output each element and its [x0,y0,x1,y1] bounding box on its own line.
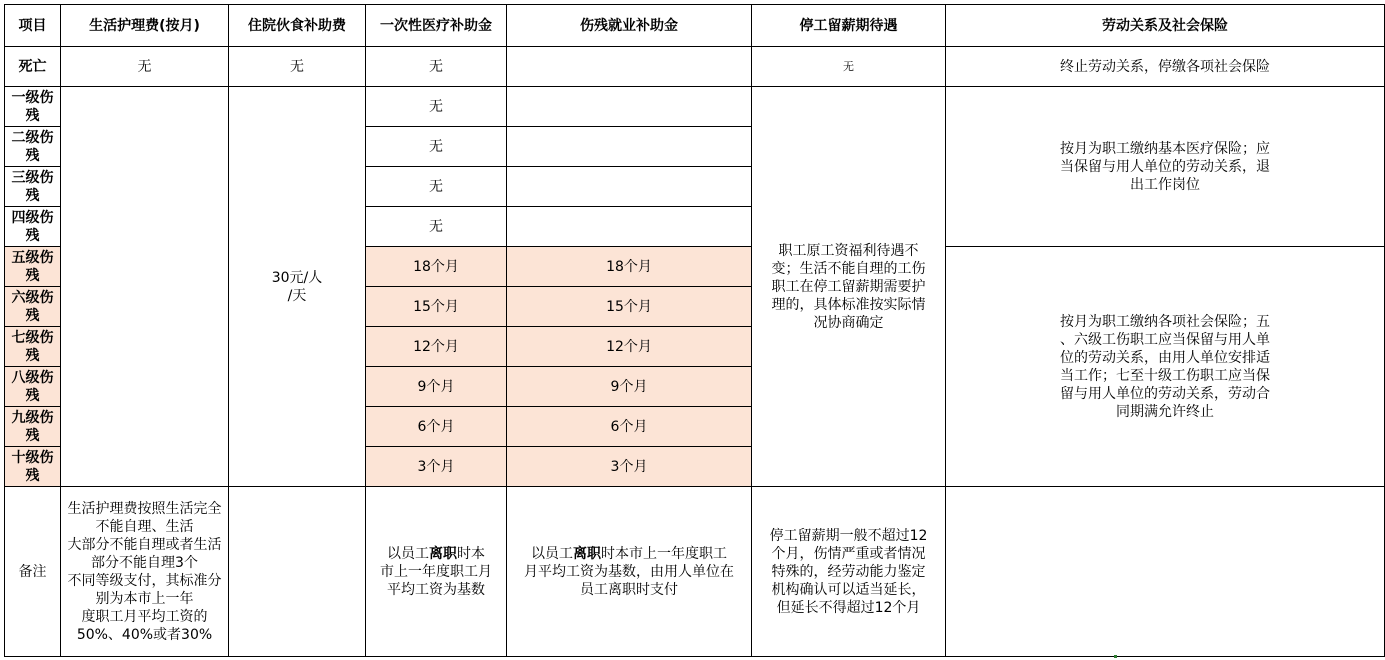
header-wage-suspension: 停工留薪期待遇 [752,5,946,47]
cell-marker [1114,655,1117,658]
header-meal-subsidy: 住院伙食补助费 [229,5,366,47]
level-medical-subsidy: 6个月 [366,407,507,447]
death-meal-subsidy: 无 [229,47,366,87]
level-medical-subsidy: 无 [366,207,507,247]
disability-meal-subsidy: 30元/人 /天 [229,87,366,487]
level-employment-subsidy: 15个月 [507,287,752,327]
notes-employment-post: 时本市上一年度职工 月平均工资为基数，由用人单位在 员工离职时支付 [524,545,734,598]
level-medical-subsidy: 3个月 [366,447,507,487]
level-medical-subsidy: 9个月 [366,367,507,407]
level-medical-subsidy: 无 [366,87,507,127]
death-labor-relation: 终止劳动关系，停缴各项社会保险 [946,47,1385,87]
level-employment-subsidy [507,167,752,207]
level-employment-subsidy [507,127,752,167]
header-labor-relation: 劳动关系及社会保险 [946,5,1385,47]
level-employment-subsidy: 9个月 [507,367,752,407]
death-wage-suspension: 无 [752,47,946,87]
header-care-fee: 生活护理费(按月) [61,5,229,47]
level-medical-subsidy: 18个月 [366,247,507,287]
disability-wage-suspension: 职工原工资福利待遇不 变；生活不能自理的工伤 职工在停工留薪期需要护 理的，具体标准按实际情 况协商确定 [752,87,946,487]
notes-medical-pre: 以员工 [387,545,429,562]
level-employment-subsidy: 12个月 [507,327,752,367]
level-label: 一级伤残 [5,87,61,127]
level-label: 八级伤残 [5,367,61,407]
level-employment-subsidy: 3个月 [507,447,752,487]
notes-label: 备注 [5,487,61,657]
compensation-table [4,4,1385,657]
labor-relation-levels-5-10: 按月为职工缴纳各项社会保险；五 、六级工伤职工应当保留与用人单 位的劳动关系，由用人单位安排适 当工作；七至十级工伤职工应当保 留与用人单位的劳动关系，劳动合 同期满允许终止 [946,247,1385,487]
notes-care-fee: 生活护理费按照生活完全不能自理、生活 大部分不能自理或者生活部分不能自理3个 不同等级支付，其标准分别为本市上一年 度职工月平均工资的50%、40%或者30% [61,487,229,657]
level-label: 四级伤残 [5,207,61,247]
notes-labor-relation [946,487,1385,657]
death-care-fee: 无 [61,47,229,87]
disability-row [5,87,1385,127]
death-row [5,47,1385,87]
level-employment-subsidy: 18个月 [507,247,752,287]
level-label: 十级伤残 [5,447,61,487]
notes-medical-bold: 离职 [429,545,457,562]
header-row [5,5,1385,47]
notes-medical-subsidy [366,487,507,657]
level-medical-subsidy: 15个月 [366,287,507,327]
notes-row [5,487,1385,657]
level-employment-subsidy [507,87,752,127]
level-label: 二级伤残 [5,127,61,167]
level-medical-subsidy: 12个月 [366,327,507,367]
notes-wage-suspension: 停工留薪期一般不超过12 个月，伤情严重或者情况 特殊的，经劳动能力鉴定 机构确认可以适当延长， 但延长不得超过12个月 [752,487,946,657]
level-label: 三级伤残 [5,167,61,207]
level-medical-subsidy: 无 [366,127,507,167]
notes-meal-subsidy [229,487,366,657]
notes-employment-bold: 离职 [573,545,601,562]
death-label: 死亡 [5,47,61,87]
level-label: 七级伤残 [5,327,61,367]
disability-care-fee [61,87,229,487]
level-employment-subsidy [507,207,752,247]
level-medical-subsidy: 无 [366,167,507,207]
notes-employment-subsidy [507,487,752,657]
level-label: 五级伤残 [5,247,61,287]
labor-relation-levels-1-4: 按月为职工缴纳基本医疗保险；应 当保留与用人单位的劳动关系，退 出工作岗位 [946,87,1385,247]
notes-medical-post: 时本 市上一年度职工月 平均工资为基数 [380,545,492,598]
header-medical-subsidy: 一次性医疗补助金 [366,5,507,47]
death-employment-subsidy [507,47,752,87]
header-item: 项目 [5,5,61,47]
level-label: 六级伤残 [5,287,61,327]
level-label: 九级伤残 [5,407,61,447]
header-employment-subsidy: 伤残就业补助金 [507,5,752,47]
notes-employment-pre: 以员工 [531,545,573,562]
death-medical-subsidy: 无 [366,47,507,87]
level-employment-subsidy: 6个月 [507,407,752,447]
